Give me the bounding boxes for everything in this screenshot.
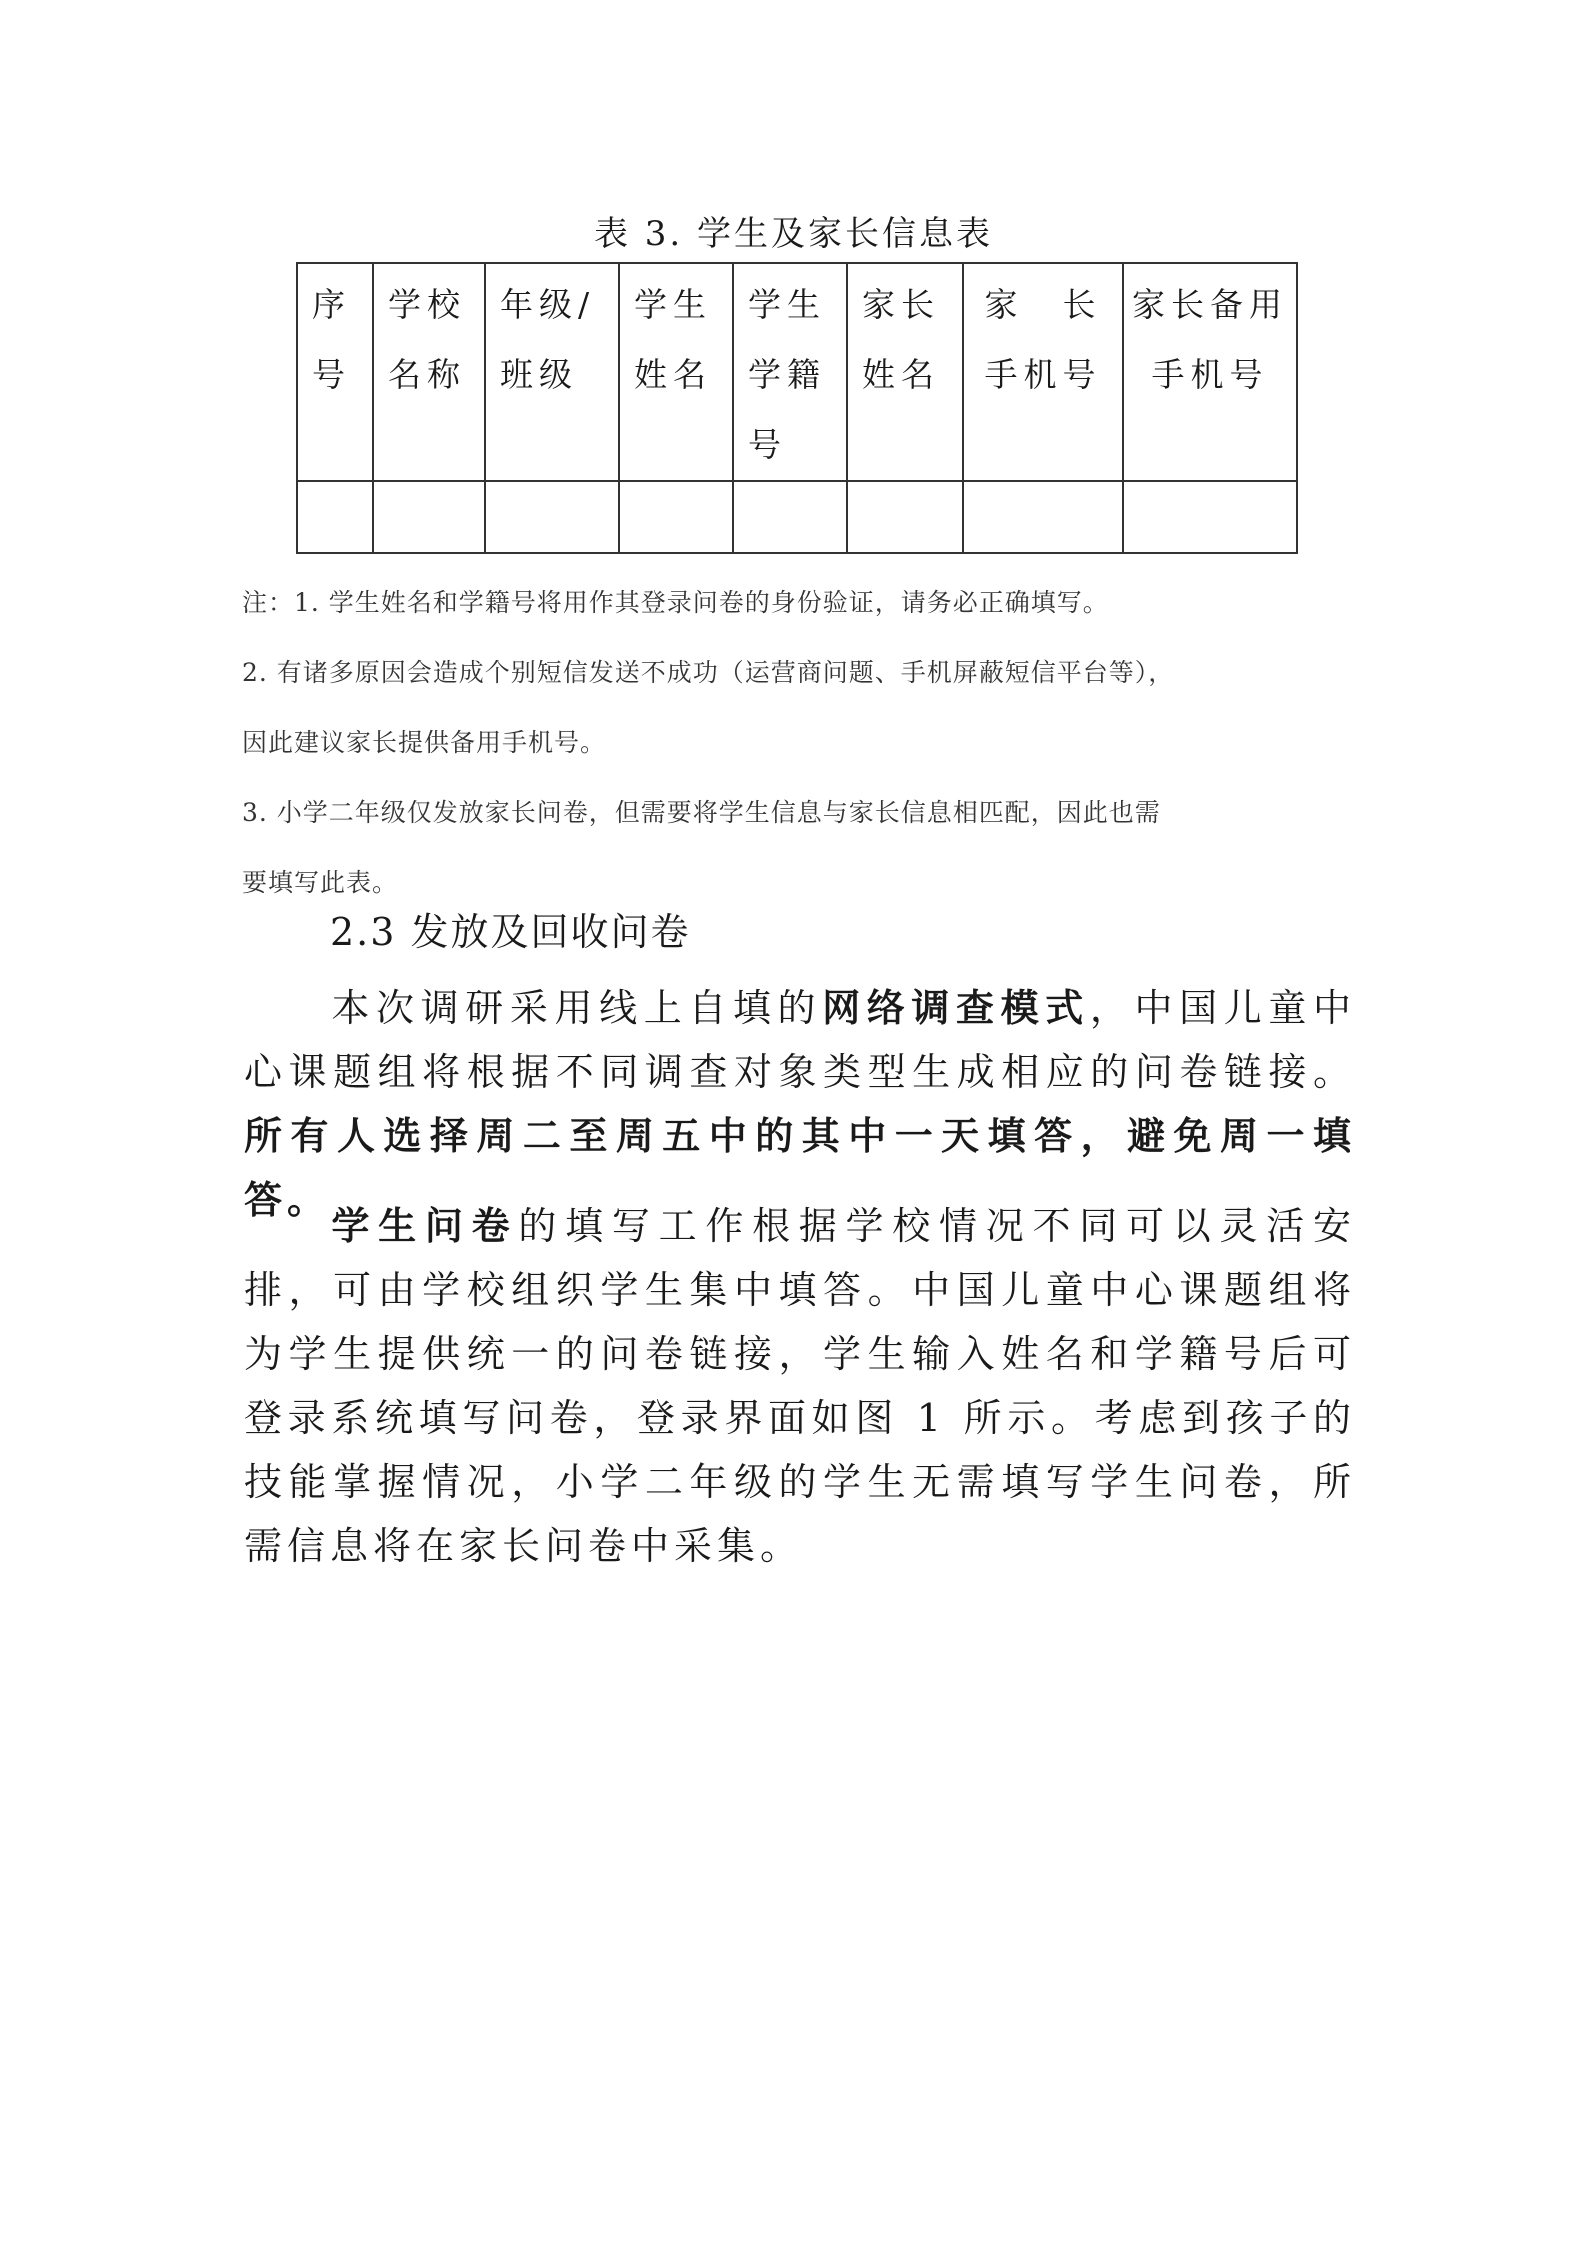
header-cell (619, 263, 733, 481)
text-run: ，中国儿童中心课题组将根据不同调查对象类型生成相应的问卷链接。 (244, 986, 1356, 1094)
header-cell (485, 263, 619, 481)
text-run: 的填写工作根据学校情况不同可以灵活安排，可由学校组织学生集中填答。中国儿童中心课题组将为学生提供统一的问卷链接，学生输入姓名和学籍号后可登录系统填写问卷，登录界面如图 1 所示。考虑到孩子的技能掌握情况，小学二年级的学生无需填写学生问卷，所需信息将在家长问卷中采集。 (244, 1204, 1356, 1568)
header-cell (1123, 263, 1297, 481)
empty-cell (733, 481, 847, 553)
header-cell (847, 263, 963, 481)
emphasis-run: 所有人选择周二至周五中的其中一天填答，避免周一填答。 (244, 1113, 1356, 1222)
empty-cell (847, 481, 963, 553)
table-notes (242, 568, 1352, 918)
emphasis-run: 网络调查模式 (822, 985, 1090, 1030)
note-3-line-1: 3. 小学二年级仅发放家长问卷，但需要将学生信息与家长信息相匹配，因此也需 (242, 798, 1161, 827)
header-label: 家长 姓名 (862, 285, 940, 394)
empty-cell (963, 481, 1123, 553)
note-3-line-2: 要填写此表。 (242, 868, 399, 897)
empty-cell (485, 481, 619, 553)
header-label: 年级/ 班级 (500, 285, 596, 394)
emphasis-run: 学生问卷 (331, 1203, 519, 1248)
table-header-row (297, 263, 1297, 481)
header-label: 学生 姓名 (634, 285, 712, 394)
header-cell (733, 263, 847, 481)
header-label: 家 长 手机号 (984, 285, 1102, 394)
empty-cell (619, 481, 733, 553)
header-label: 学校 名称 (388, 285, 466, 394)
header-label: 序 号 (312, 285, 351, 394)
empty-cell (1123, 481, 1297, 553)
header-cell (373, 263, 485, 481)
empty-cell (373, 481, 485, 553)
note-2-line-1: 2. 有诸多原因会造成个别短信发送不成功（运营商问题、手机屏蔽短信平台等）， (242, 658, 1175, 687)
text-run: 本次调研采用线上自填的 (331, 986, 823, 1030)
header-cell (963, 263, 1123, 481)
table-title: 表 3. 学生及家长信息表 (593, 214, 994, 254)
header-label: 家长备用 手机号 (1132, 285, 1288, 394)
table-row (297, 481, 1297, 553)
paragraph-2 (244, 1194, 1356, 1578)
section-heading: 2.3 发放及回收问卷 (330, 910, 691, 954)
note-2-line-2: 因此建议家长提供备用手机号。 (242, 728, 607, 757)
empty-cell (297, 481, 373, 553)
note-1: 注：1. 学生姓名和学籍号将用作其登录问卷的身份验证，请务必正确填写。 (242, 588, 1109, 617)
header-label: 学生 学籍 号 (748, 285, 826, 464)
header-cell (297, 263, 373, 481)
student-parent-info-table (296, 262, 1298, 554)
